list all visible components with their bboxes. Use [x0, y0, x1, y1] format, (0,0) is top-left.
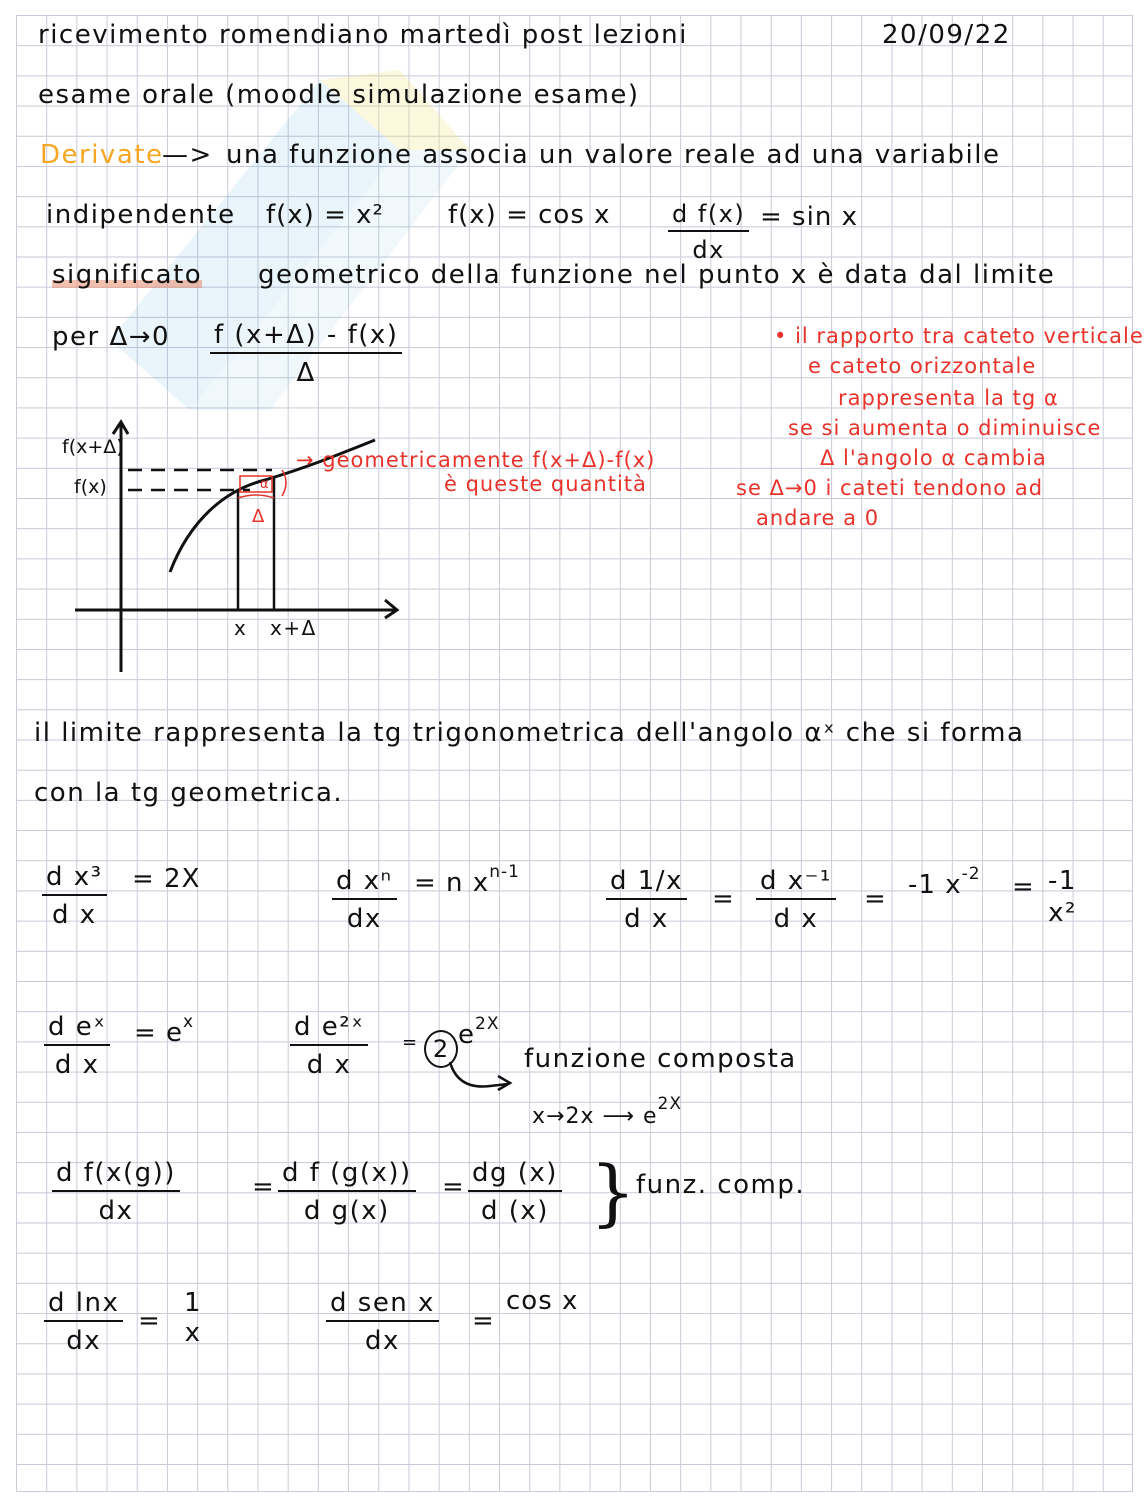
formula-x-n: $\frac{\text{d xⁿ}}{dx}$ [332, 866, 397, 934]
formula-e-2x-equals: = [402, 1032, 419, 1053]
alpha-label: α [260, 477, 270, 492]
grid-paper-page [16, 15, 1133, 1492]
formula-final-fraction: -1 x² [1048, 866, 1077, 928]
side-note-line-4: se si aumenta o diminuisce [788, 416, 1102, 440]
formula-e-x: $\frac{\text{d eˣ}}{\text{d x}}$ [44, 1012, 110, 1080]
side-note-line-6: se Δ→0 i cateti tendono ad [736, 476, 1044, 500]
graph-annotation-line-2: è queste quantità [444, 472, 647, 496]
formula-e-2x: $\frac{\text{d e²ˣ}}{\text{d x}}$ [290, 1012, 368, 1080]
definition-word-indipendente: indipendente [46, 200, 236, 230]
formula-sen-x-result: cos x [506, 1286, 579, 1316]
y-label-f-x-delta: f(x+Δ) [62, 436, 124, 458]
formula-sen-x: d sen x dx [326, 1288, 439, 1356]
chain-rule-fraction-1: $\frac{\text{d f(x(g))}}{dx}$ [52, 1158, 180, 1226]
subtitle-line: esame orale (moodle simulazione esame) [38, 80, 640, 110]
formula-x-cubed-result: = 2X [132, 864, 201, 894]
y-label-f-x: f(x) [74, 476, 107, 498]
composite-function-note: funzione composta [524, 1044, 797, 1074]
x-label-x-plus-delta: x+Δ [270, 616, 317, 640]
formula-e-x-result: = $e^x$ [134, 1012, 195, 1048]
composite-chain: x→2x ⟶ $e^{2X}$ [532, 1094, 682, 1129]
delta-label: Δ [252, 506, 266, 527]
formula-x-minus-one: $\frac{\text{d x⁻¹}}{\text{d x}}$ [756, 866, 836, 934]
example-cos: f(x) = cos x [448, 200, 611, 230]
equals-2: = [864, 884, 887, 914]
formula-x-cubed: $\frac{\text{d x³}}{\text{d x}}$ [42, 862, 107, 930]
formula-ln-x-result: 1 x [184, 1288, 203, 1348]
chain-rule-equals-1: = [252, 1172, 275, 1202]
date-label: 20/09/22 [882, 20, 1011, 50]
example-x-squared: f(x) = x² [266, 200, 384, 230]
side-note-line-2: e cateto orizzontale [808, 354, 1037, 378]
brace-symbol: } [590, 1150, 637, 1234]
formula-one-over-x: $\frac{d 1/x}{\text{d x}}$ [606, 866, 687, 934]
limit-prefix: per Δ→0 [52, 322, 171, 352]
side-note-line-7: andare a 0 [756, 506, 880, 530]
side-note-line-3: rappresenta la tg α [838, 386, 1059, 410]
highlight-significato: significato [52, 260, 203, 290]
arrow-symbol: —> [162, 140, 213, 170]
limit-explanation-line-2: con la tg geometrica. [34, 778, 344, 808]
keyword-derivate: Derivate [40, 140, 164, 170]
formula-minus-x-result: -1 $x^{-2}$ [908, 864, 981, 900]
graph-annotation-line-1: → geometricamente f(x+Δ)-f(x) [296, 448, 656, 472]
chain-rule-fraction-3: $\frac{dg (x)}{d (x)}$ [468, 1158, 562, 1226]
formula-x-n-result: = n $x^{n-1}$ [414, 862, 520, 898]
circled-factor: 2 [424, 1030, 458, 1068]
curved-arrow-icon [446, 1058, 526, 1098]
x-label-x: x [234, 616, 248, 640]
chain-rule-equals-2: = [442, 1172, 465, 1202]
equals-1: = [712, 884, 735, 914]
chain-rule-note: funz. comp. [636, 1170, 806, 1200]
definition-text: una funzione associa un valore reale ad una variabile [226, 140, 1001, 170]
title-line: ricevimento romendiano martedì post lezioni [38, 20, 688, 50]
derivative-fraction: $\frac{\text{d f(x)}}{dx}$ [668, 200, 749, 264]
limit-fraction: $\frac{f (x+\Delta) - f(x)}{\Delta}$ [210, 320, 402, 388]
formula-sen-x-equals: = [472, 1306, 495, 1336]
formula-ln-x: $\frac{\text{d lnx}}{dx}$ [44, 1288, 123, 1356]
equals-3: = [1012, 872, 1035, 902]
side-note-line-5: Δ l'angolo α cambia [820, 446, 1047, 470]
geometric-text: geometrico della funzione nel punto x è data dal limite [258, 260, 1056, 290]
formula-e-2x-result: $e^{2X}$ [458, 1014, 500, 1050]
derivative-result: = sin x [760, 202, 858, 232]
formula-ln-x-equals: = [138, 1306, 161, 1336]
side-note-line-1: • il rapporto tra cateto verticale [774, 324, 1144, 348]
limit-explanation-line-1: il limite rappresenta la tg trigonometrica dell'angolo αˣ che si forma [34, 718, 1025, 748]
chain-rule-fraction-2: $\frac{\text{d f (g(x))}}{\text{d g(x)}}$ [278, 1158, 416, 1226]
